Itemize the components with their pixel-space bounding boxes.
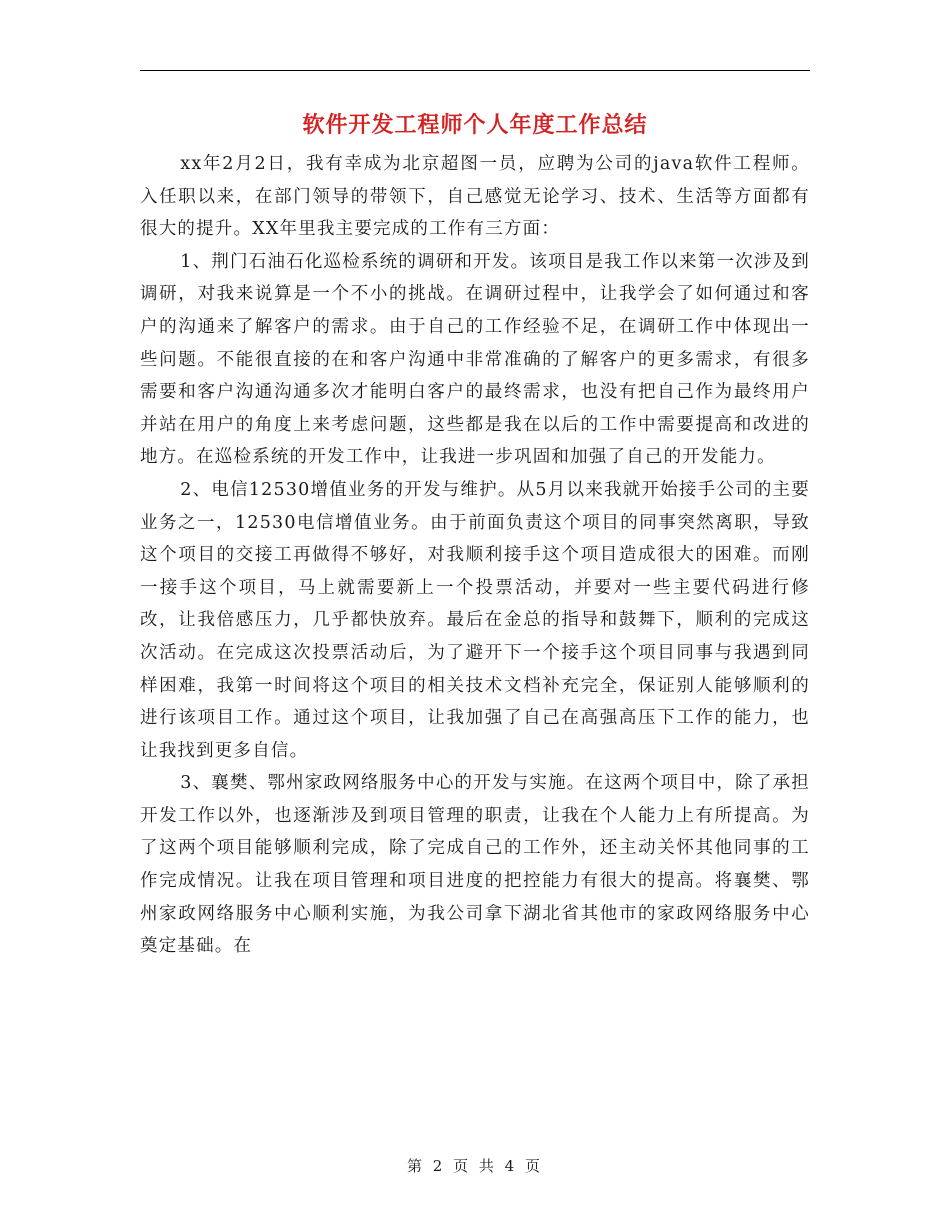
paragraph-intro: xx年2月2日，我有幸成为北京超图一员，应聘为公司的java软件工程师。入任职以来，在部门领导的带领下，自己感觉无论学习、技术、生活等方面都有很大的提升。XX年里我主要完成的工作有三方面： (140, 154, 810, 240)
paragraph-item-2: 2、电信12530增值业务的开发与维护。从5月以来我就开始接手公司的主要业务之一，12530电信增值业务。由于前面负责这个项目的同事突然离职，导致这个项目的交接工再做得不够好，对我顺利接手这个项目造成很大的困难。而刚一接手这个项目，马上就需要新上一个投票活动，并要对一些主要代码进行修改，让我倍感压力，几乎都快放弃。最后在金总的指导和鼓舞下，顺利的完成这次活动。在完成这次投票活动后，为了避开下一个接手这个项目同事与我遇到同样困难，我第一时间将这个项目的相关技术文档补充完全，保证别人能够顺利的进行该项目工作。通过这个项目，让我加强了自己在高强高压下工作的能力，也让我找到更多自信。 (140, 479, 810, 761)
paragraph-item-1: 1、荆门石油石化巡检系统的调研和开发。该项目是我工作以来第一次涉及到调研，对我来说算是一个不小的挑战。在调研过程中，让我学会了如何通过和客户的沟通来了解客户的需求。由于自己的工作经验不足，在调研工作中体现出一些问题。不能很直接的在和客户沟通中非常准确的了解客户的更多需求，有很多需要和客户沟通沟通多次才能明白客户的最终需求，也没有把自己作为最终用户并站在用户的角度上来考虑问题，这些都是我在以后的工作中需要提高和改进的地方。在巡检系统的开发工作中，让我进一步巩固和加强了自己的开发能力。 (140, 251, 810, 468)
document-title: 软件开发工程师个人年度工作总结 (302, 113, 648, 138)
page-number: 第 2 页 共 4 页 (407, 1157, 543, 1175)
paragraph-item-3: 3、襄樊、鄂州家政网络服务中心的开发与实施。在这两个项目中，除了承担开发工作以外，也逐渐涉及到项目管理的职责，让我在个人能力上有所提高。为了这两个项目能够顺利完成，除了完成自己的工作外，还主动关怀其他同事的工作完成情况。让我在项目管理和项目进度的把控能力有很大的提高。将襄樊、鄂州家政网络服务中心顺利实施，为我公司拿下湖北省其他市的家政网络服务中心奠定基础。在 (140, 773, 810, 957)
document-body (140, 148, 810, 963)
header-rule (140, 70, 810, 71)
